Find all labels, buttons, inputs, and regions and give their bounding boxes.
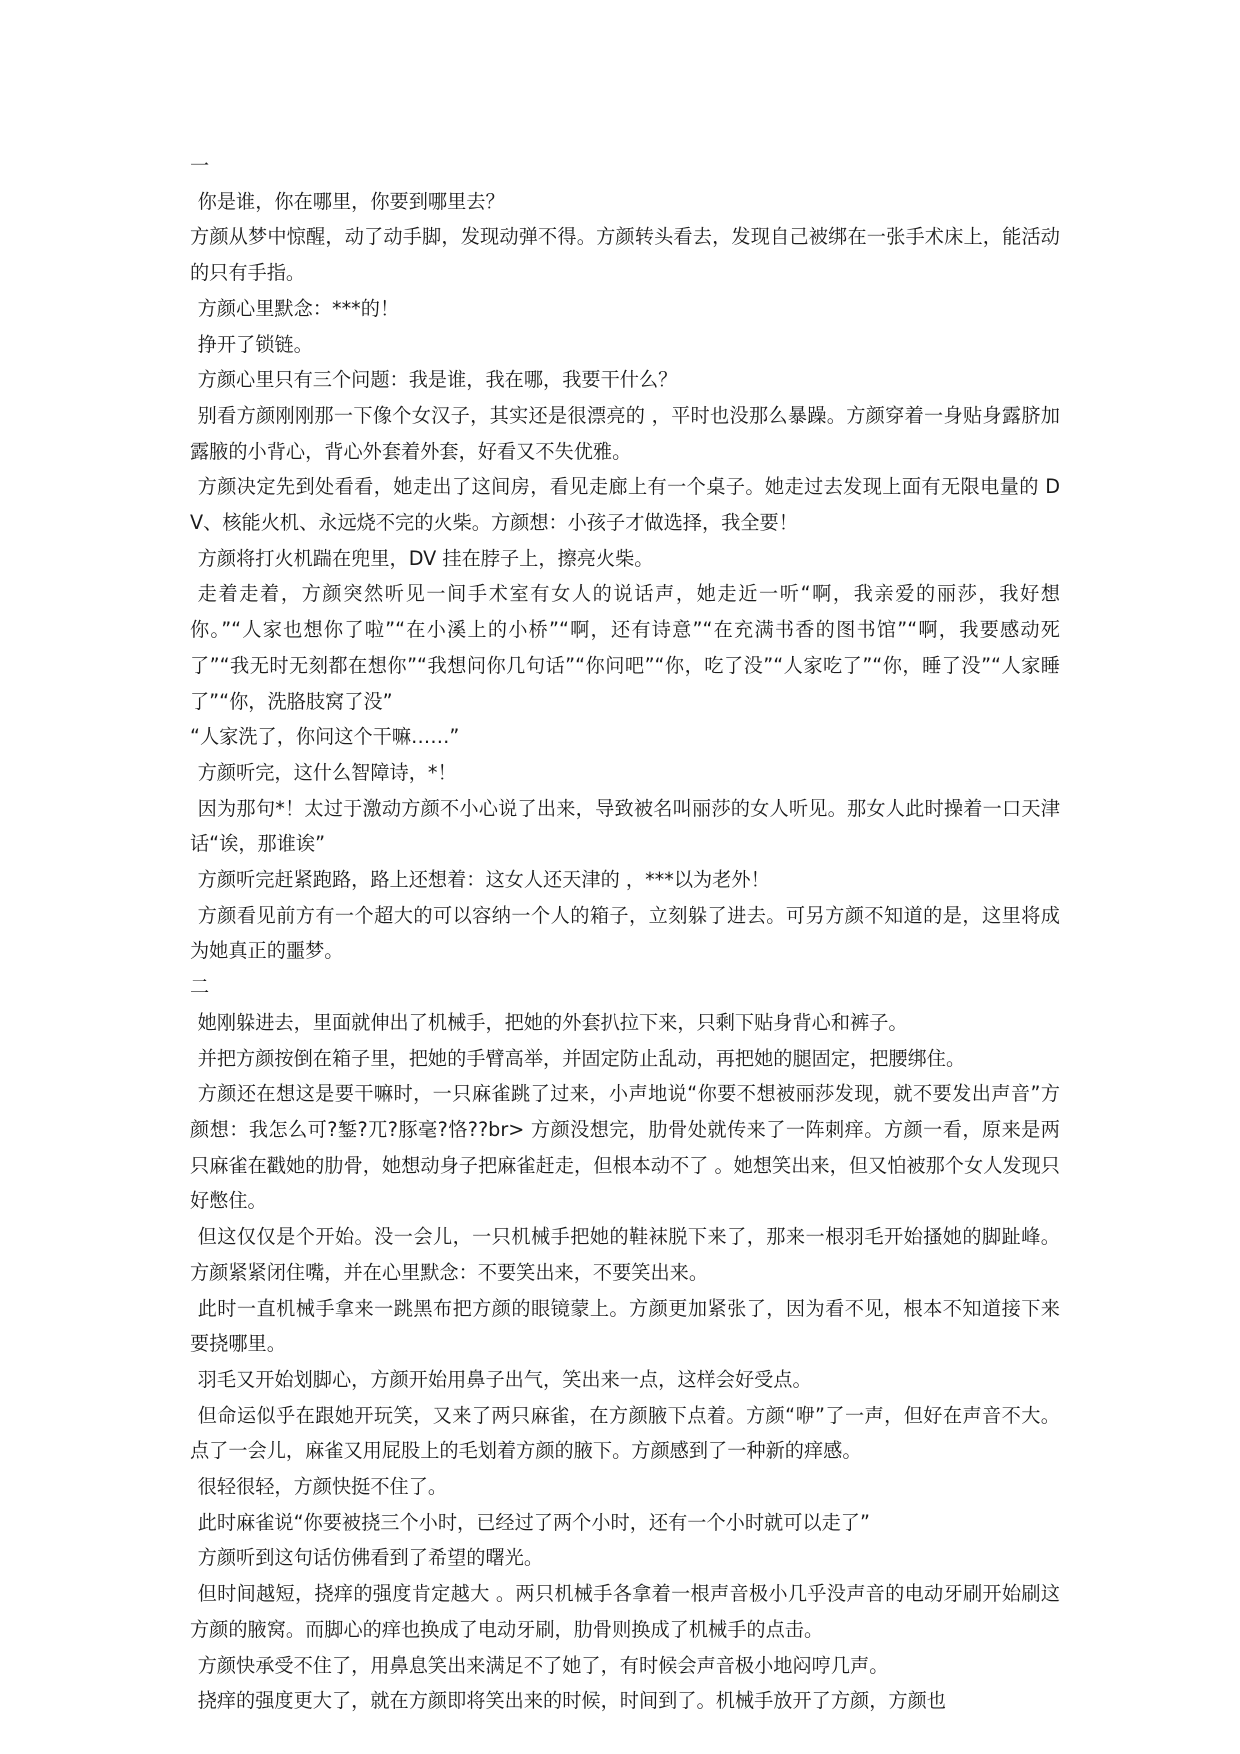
paragraph: 方颜听完，这什么智障诗，*！ <box>197 760 457 784</box>
paragraph: 方颜看见前方有一个超大的可以容纳一个人的箱子，立刻躲了进去。可另方颜不知道的是，这里将成为她真正的噩梦。 <box>190 903 1060 963</box>
paragraph: 此时麻雀说“你要被挠三个小时，已经过了两个小时，还有一个小时就可以走了” <box>197 1510 870 1534</box>
paragraph: 但命运似乎在跟她开玩笑，又来了两只麻雀，在方颜腋下点着。方颜“咿”了一声，但好在声音不大。点了一会儿，麻雀又用屁股上的毛划着方颜的腋下。方颜感到了一种新的痒感。 <box>190 1403 1060 1463</box>
paragraph: 一 <box>190 154 210 177</box>
paragraph: 羽毛又开始划脚心，方颜开始用鼻子出气，笑出来一点，这样会好受点。 <box>197 1367 812 1391</box>
paragraph: 你是谁，你在哪里，你要到哪里去？ <box>197 189 505 213</box>
paragraph: “人家洗了，你问这个干嘛……” <box>190 725 460 749</box>
paragraph: 走着走着，方颜突然听见一间手术室有女人的说话声，她走近一听“啊，我亲爱的丽莎，我好想你。”“人家也想你了啦”“在小溪上的小桥”“啊，还有诗意”“在充满书香的图书馆”“啊，我要感动死了”“我无时无刻都在想你”“我想问你几句话”“你问吧”“你，吃了没”“人家吃了”“你，睡了没”“人家睡了”“你，洗胳肢窝了没” <box>190 582 1060 713</box>
paragraph: 挣开了锁链。 <box>197 332 313 356</box>
paragraph: 她刚躲进去，里面就伸出了机械手，把她的外套扒拉下来，只剩下贴身背心和裤子。 <box>197 1010 908 1034</box>
paragraph: 方颜快承受不住了，用鼻息笑出来满足不了她了，有时候会声音极小地闷哼几声。 <box>197 1653 889 1677</box>
paragraph: 二 <box>190 975 210 999</box>
paragraph: 别看方颜刚刚那一下像个女汉子，其实还是很漂亮的 ，平时也没那么暴躁。方颜穿着一身贴身露脐加露腋的小背心，背心外套着外套，好看又不失优雅。 <box>190 403 1060 463</box>
paragraph: 方颜将打火机踹在兜里，DV 挂在脖子上，擦亮火柴。 <box>197 546 654 570</box>
paragraph: 此时一直机械手拿来一跳黑布把方颜的眼镜蒙上。方颜更加紧张了，因为看不见，根本不知道接下来要挠哪里。 <box>190 1296 1060 1356</box>
paragraph: 方颜心里只有三个问题：我是谁，我在哪，我要干什么？ <box>197 368 678 392</box>
paragraph: 方颜听完赶紧跑路，路上还想着：这女人还天津的 ，***以为老外！ <box>197 868 770 892</box>
paragraph: 方颜听到这句话仿佛看到了希望的曙光。 <box>197 1546 544 1570</box>
document-body <box>190 148 1060 1719</box>
paragraph: 方颜还在想这是要干嘛时，一只麻雀跳了过来，小声地说“你要不想被丽莎发现，就不要发出声音”方颜想：我怎么可?錾?兀?豚毫?恪??br> 方颜没想完，肋骨处就传来了一阵刺痒。方颜一看，原来是两只麻雀在戳她的肋骨，她想动身子把麻雀赶走，但根本动不了 。她想笑出来，但又怕被那个女人发现只好憋住。 <box>190 1082 1060 1213</box>
paragraph: 但时间越短，挠痒的强度肯定越大 。两只机械手各拿着一根声音极小几乎没声音的电动牙刷开始刷这方颜的腋窝。而脚心的痒也换成了电动牙刷，肋骨则换成了机械手的点击。 <box>190 1582 1060 1641</box>
paragraph: 方颜从梦中惊醒，动了动手脚，发现动弹不得。方颜转头看去，发现自己被绑在一张手术床上，能活动的只有手指。 <box>190 225 1060 285</box>
paragraph: 挠痒的强度更大了，就在方颜即将笑出来的时候，时间到了。机械手放开了方颜，方颜也 <box>197 1689 946 1713</box>
paragraph: 但这仅仅是个开始。没一会儿，一只机械手把她的鞋袜脱下来了，那来一根羽毛开始搔她的脚趾峰。方颜紧紧闭住嘴，并在心里默念：不要笑出来，不要笑出来。 <box>190 1225 1060 1284</box>
paragraph: 方颜心里默念：***的！ <box>197 296 400 320</box>
paragraph: 因为那句*！太过于激动方颜不小心说了出来，导致被名叫丽莎的女人听见。那女人此时操着一口天津话“诶，那谁诶” <box>190 796 1060 856</box>
paragraph: 并把方颜按倒在箱子里，把她的手臂高举，并固定防止乱动，再把她的腿固定，把腰绑住。 <box>197 1046 966 1070</box>
paragraph: 方颜决定先到处看看，她走出了这间房，看见走廊上有一个桌子。她走过去发现上面有无限电量的 DV、核能火机、永远烧不完的火柴。方颜想：小孩子才做选择，我全要！ <box>190 475 1060 535</box>
paragraph: 很轻很轻，方颜快挺不住了。 <box>197 1475 448 1499</box>
